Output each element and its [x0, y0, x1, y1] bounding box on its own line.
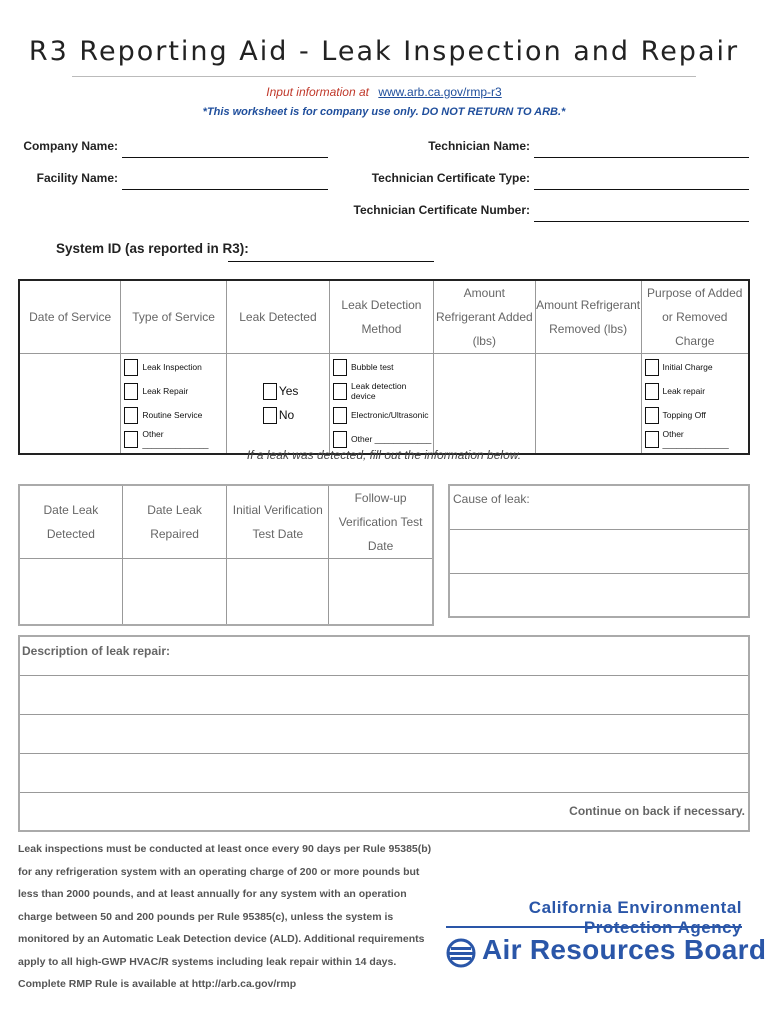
leak-note: If a leak was detected, fill out the information below. [246, 448, 522, 462]
footnote: Leak inspections must be conducted at least once every 90 days per Rule 95385(b) for any refrigeration system with an operating charge of 200 or more pounds but less than 2000 pounds, and at least annually for any system with an operation charge between 50 and 200 pounds per Rule 95385(c), unless the system is monitored by an Automatic Leak Detection device (ALD). Additional requirements apply to all high-GWP HVAC/R systems including leak repair within 14 days. Complete RMP Rule is available at http://arb.ca.gov/rmp [18, 843, 432, 990]
description-line[interactable] [19, 675, 749, 714]
leak-detection-method-cell [330, 354, 434, 454]
leak-dates-table [18, 484, 434, 626]
option-bubble-test[interactable]: Bubble test [330, 355, 433, 379]
checkbox[interactable] [645, 383, 659, 400]
option-leak-repair-purpose[interactable]: Leak repair [642, 379, 749, 403]
system-id-label: System ID (as reported in R3): [56, 241, 249, 256]
board-name: Air Resources Board [482, 934, 767, 965]
header-amount-added: Amount Refrigerant Added (lbs) [433, 280, 535, 354]
company-name-field[interactable] [122, 157, 328, 158]
header-type-of-service: Type of Service [121, 280, 227, 354]
continue-note: Continue on back if necessary. [19, 792, 749, 831]
arb-logo-icon [446, 938, 476, 968]
option-yes[interactable]: Yes [263, 379, 329, 403]
system-id-field[interactable] [228, 261, 434, 262]
followup-verification-cell[interactable] [329, 559, 433, 625]
checkbox[interactable] [333, 431, 347, 448]
option-electronic-ultrasonic[interactable]: Electronic/Ultrasonic [330, 403, 433, 427]
description-row[interactable] [19, 636, 749, 675]
header-leak-detection-method: Leak Detection Method [330, 280, 434, 354]
header-date-of-service: Date of Service [19, 280, 121, 354]
technician-cert-number-label: Technician Certificate Number: [353, 203, 530, 217]
info-line [0, 85, 768, 99]
amount-added-cell[interactable] [433, 354, 535, 454]
checkbox[interactable] [333, 359, 347, 376]
title-divider [72, 76, 696, 77]
description-box [18, 635, 750, 832]
amount-removed-cell[interactable] [535, 354, 641, 454]
header-amount-removed: Amount Refrigerant Removed (lbs) [535, 280, 641, 354]
facility-name-label: Facility Name: [36, 171, 118, 185]
description-line[interactable] [19, 753, 749, 792]
company-name-label: Company Name: [23, 139, 118, 153]
checkbox[interactable] [645, 407, 659, 424]
date-leak-detected-cell[interactable] [19, 559, 122, 625]
checkbox[interactable] [645, 431, 659, 448]
checkbox[interactable] [124, 383, 138, 400]
arb-link[interactable]: www.arb.ca.gov/rmp-r3 [378, 85, 502, 99]
checkbox[interactable] [645, 359, 659, 376]
cause-of-leak-line[interactable] [449, 529, 749, 573]
technician-cert-type-field[interactable] [534, 189, 749, 190]
option-routine-service[interactable]: Routine Service [121, 403, 226, 427]
technician-name-field[interactable] [534, 157, 749, 158]
option-other-purpose[interactable]: Other ______________ [642, 427, 749, 451]
page-title: R3 Reporting Aid - Leak Inspection and Repair [28, 36, 740, 67]
technician-cert-type-label: Technician Certificate Type: [371, 171, 530, 185]
checkbox[interactable] [124, 407, 138, 424]
technician-cert-number-field[interactable] [534, 221, 749, 222]
checkbox[interactable] [333, 407, 347, 424]
header-initial-verification: Initial Verification Test Date [227, 485, 329, 559]
header-leak-detected: Leak Detected [226, 280, 329, 354]
option-no[interactable]: No [263, 403, 329, 427]
type-of-service-cell [121, 354, 227, 454]
cause-of-leak-row[interactable] [449, 485, 749, 529]
date-of-service-cell[interactable] [19, 354, 121, 454]
logo-divider [446, 926, 742, 928]
option-leak-inspection[interactable]: Leak Inspection [121, 355, 226, 379]
input-info-text: Input information at [266, 85, 369, 99]
cause-of-leak-label: Cause of leak: [453, 492, 530, 506]
checkbox[interactable] [263, 383, 277, 400]
initial-verification-cell[interactable] [227, 559, 329, 625]
description-label: Description of leak repair: [22, 644, 171, 658]
description-line[interactable] [19, 714, 749, 753]
leak-detected-cell [226, 354, 329, 454]
header-date-leak-repaired: Date Leak Repaired [122, 485, 227, 559]
disclaimer: *This worksheet is for company use only. DO NOT RETURN TO ARB.* [202, 106, 566, 118]
header-date-leak-detected: Date Leak Detected [19, 485, 122, 559]
date-leak-repaired-cell[interactable] [122, 559, 227, 625]
technician-name-label: Technician Name: [428, 139, 530, 153]
option-initial-charge[interactable]: Initial Charge [642, 355, 749, 379]
option-topping-off[interactable]: Topping Off [642, 403, 749, 427]
option-other-method[interactable]: Other ____________ [330, 427, 433, 451]
service-table [18, 279, 750, 455]
checkbox[interactable] [263, 407, 277, 424]
header-followup-verification: Follow-up Verification Test Date [329, 485, 433, 559]
option-other-service[interactable]: Other ______________ [121, 427, 226, 451]
facility-name-field[interactable] [122, 189, 328, 190]
checkbox[interactable] [333, 383, 347, 400]
checkbox[interactable] [124, 431, 138, 448]
cause-of-leak-box [448, 484, 750, 618]
cause-of-leak-line[interactable] [449, 573, 749, 617]
purpose-cell [641, 354, 749, 454]
option-leak-detection-device[interactable]: Leak detection device [330, 379, 433, 403]
agency-name: California Environmental [528, 898, 742, 917]
option-leak-repair[interactable]: Leak Repair [121, 379, 226, 403]
checkbox[interactable] [124, 359, 138, 376]
header-purpose: Purpose of Added or Removed Charge [641, 280, 749, 354]
